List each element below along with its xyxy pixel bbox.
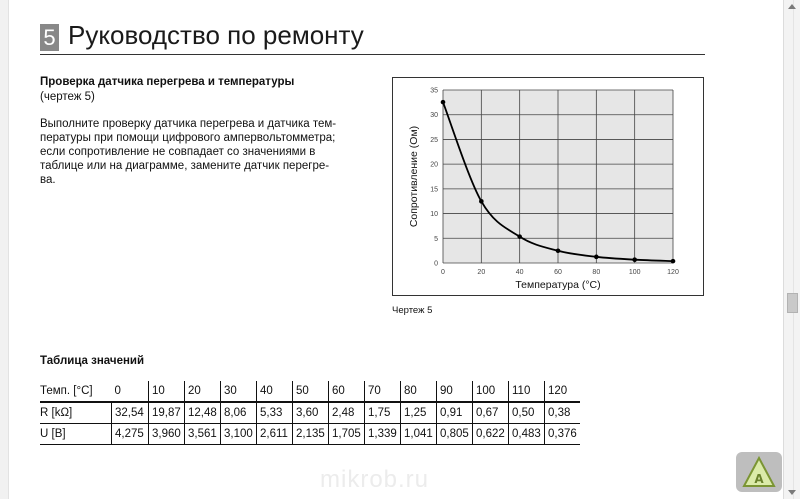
table-cell: 2,135	[293, 424, 329, 445]
y-tick-label: 35	[430, 87, 438, 95]
table-cell: 10	[149, 381, 185, 402]
row-label: U [B]	[40, 424, 112, 445]
table-cell: 1,041	[401, 424, 437, 445]
data-point	[671, 259, 676, 264]
y-tick-label: 25	[430, 136, 438, 144]
data-point	[632, 257, 637, 262]
table-row	[40, 424, 580, 445]
x-tick-label: 120	[667, 269, 679, 276]
x-tick-label: 40	[515, 269, 524, 276]
y-tick-label: 30	[430, 112, 438, 120]
table-cell: 0,483	[509, 424, 545, 445]
row-label: R [kΩ]	[40, 402, 112, 424]
table-cell: 80	[401, 381, 437, 402]
x-tick-label: 60	[554, 269, 562, 276]
table-row	[40, 402, 580, 424]
table-cell: 30	[221, 381, 257, 402]
data-point	[556, 248, 561, 253]
table-cell: 8,06	[221, 402, 257, 424]
table-cell: 3,60	[293, 402, 329, 424]
values-table	[40, 381, 580, 445]
x-tick-label: 20	[477, 269, 486, 276]
table-cell: 0	[112, 381, 149, 402]
table-cell: 0,376	[545, 424, 581, 445]
table-cell: 40	[257, 381, 293, 402]
y-tick-label: 20	[430, 161, 438, 169]
table-cell: 1,705	[329, 424, 365, 445]
y-axis-label: Сопротивление (Ом)	[408, 125, 420, 228]
body-line: ва.	[40, 174, 56, 186]
scroll-track	[793, 0, 794, 499]
table-cell: 0,622	[473, 424, 509, 445]
table-cell: 0,50	[509, 402, 545, 424]
y-tick-label: 0	[434, 260, 438, 268]
body-line: пературы при помощи цифрового ампервольтомметра;	[40, 132, 336, 144]
scroll-thumb[interactable]	[787, 293, 798, 313]
table-cell: 0,91	[437, 402, 473, 424]
resistance-chart	[393, 78, 703, 295]
section-title: Проверка датчика перегрева и температуры	[40, 76, 295, 88]
table-cell: 20	[185, 381, 221, 402]
table-cell: 70	[365, 381, 401, 402]
y-tick-label: 15	[430, 186, 438, 194]
row-label: Темп. [°C]	[40, 381, 112, 402]
vertical-scrollbar[interactable]	[783, 0, 800, 499]
table-cell: 1,75	[365, 402, 401, 424]
x-tick-label: 80	[592, 269, 601, 276]
home-logo-glyph	[736, 452, 782, 492]
body-line: Выполните проверку датчика перегрева и датчика тем-	[40, 118, 337, 130]
section-subtitle: (чертеж 5)	[40, 91, 95, 103]
table-cell: 50	[293, 381, 329, 402]
table-cell: 32,54	[112, 402, 149, 424]
watermark: mikrob.ru	[320, 466, 430, 493]
chapter-title: Руководство по ремонту	[68, 20, 364, 50]
arrow-up-icon[interactable]	[788, 4, 796, 9]
table-cell: 3,561	[185, 424, 221, 445]
body-line: если сопротивление не совпадает со значениями в	[40, 146, 316, 158]
table-cell: 100	[473, 381, 509, 402]
chart-frame	[392, 77, 704, 296]
data-point	[479, 199, 484, 204]
chapter-number: 5	[40, 24, 59, 51]
figure-caption: Чертеж 5	[392, 305, 433, 316]
x-tick-label: 0	[441, 269, 445, 276]
table-cell: 3,960	[149, 424, 185, 445]
table-cell: 1,25	[401, 402, 437, 424]
data-point	[594, 255, 599, 260]
body-line: таблице или на диаграмме, замените датчик перегре-	[40, 160, 330, 172]
chapter-divider	[40, 54, 705, 55]
x-tick-label: 100	[628, 269, 641, 276]
table-cell: 5,33	[257, 402, 293, 424]
table-cell: 3,100	[221, 424, 257, 445]
table-title: Таблица значений	[40, 355, 145, 367]
table-cell: 90	[437, 381, 473, 402]
table-cell: 19,87	[149, 402, 185, 424]
table-cell: 110	[509, 381, 545, 402]
data-point	[441, 100, 446, 105]
table-cell: 120	[545, 381, 581, 402]
y-tick-label: 10	[430, 211, 438, 219]
table-cell: 0,805	[437, 424, 473, 445]
data-point	[517, 234, 522, 239]
table-cell: 2,48	[329, 402, 365, 424]
table-cell: 12,48	[185, 402, 221, 424]
x-axis-label: Температура (°C)	[515, 279, 601, 291]
table-cell: 0,38	[545, 402, 581, 424]
table-row	[40, 381, 580, 402]
table-cell: 4,275	[112, 424, 149, 445]
table-cell: 2,611	[257, 424, 293, 445]
window-left-edge	[0, 0, 9, 499]
svg-text:A: A	[754, 472, 764, 486]
table-cell: 1,339	[365, 424, 401, 445]
arrow-down-icon[interactable]	[788, 490, 796, 495]
y-tick-label: 5	[434, 235, 438, 243]
table-cell: 60	[329, 381, 365, 402]
table-cell: 0,67	[473, 402, 509, 424]
home-logo-icon[interactable]	[736, 452, 782, 492]
